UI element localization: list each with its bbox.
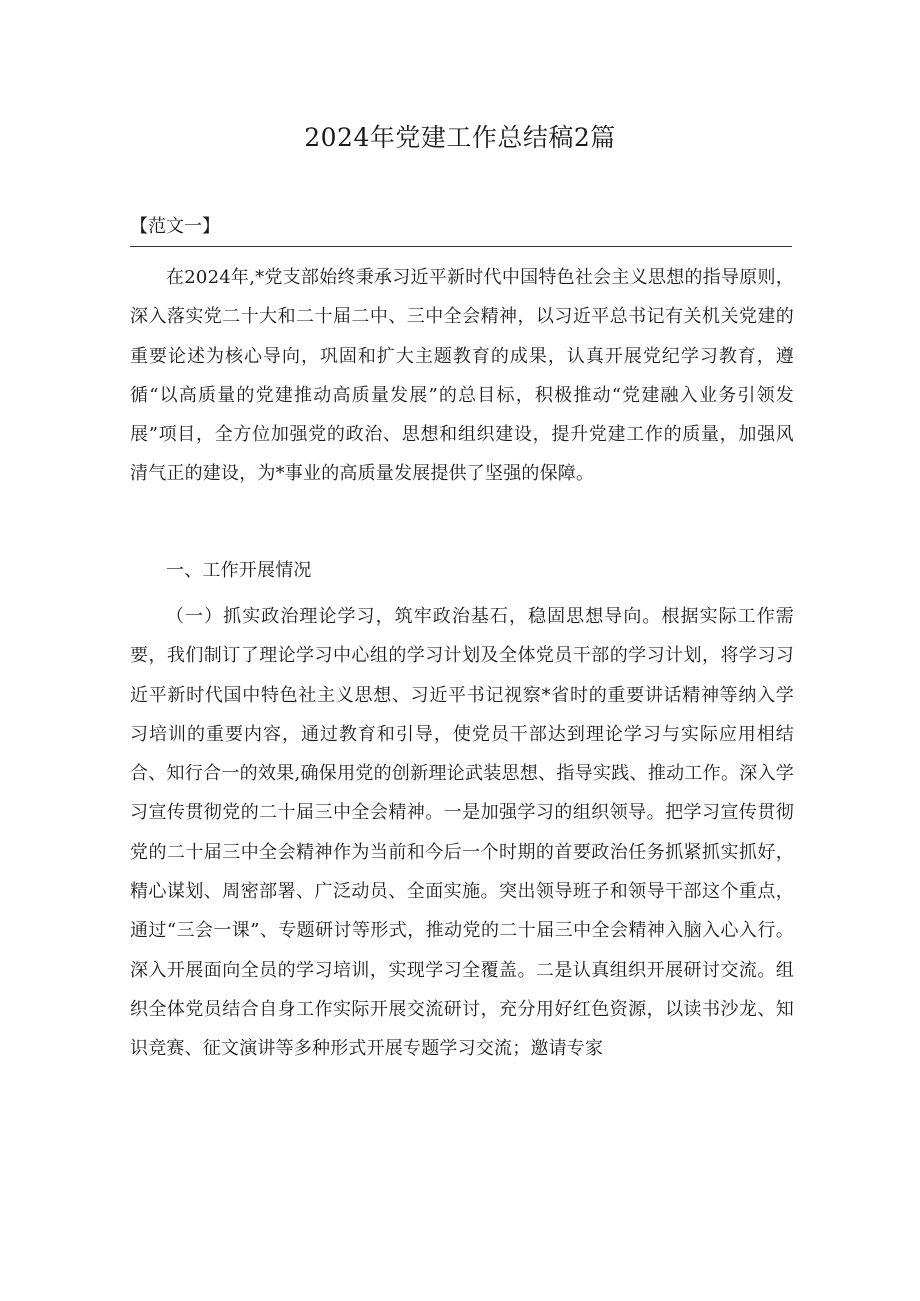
paragraph-text: （一）抓实政治理论学习，筑牢政治基石，稳固思想导向。根据实际工作需要，我们制订了理论学习中心组的学习计划及全体党员干部的学习计划，将学习习近平新时代国中特色社主义思想、习近平书记视察*省时的重要讲话精神等纳入学习培训的重要内容，通过教育和引导，使党员干部达到理论学习与实际应用相结合、知行合一的效果,确保用党的创新理论武装思想、指导实践、推动工作。深入学习宣传贯彻党的二十届三中全会精神。一是加强学习的组织领导。把学习宣传贯彻党的二十届三中全会精神作为当前和今后一个时期的首要政治任务抓紧抓实抓好，精心谋划、周密部署、广泛动员、全面实施。突出领导班子和领导干部这个重点，通过“三会一课”、专题研讨等形式，推动党的二十届三中全会精神入脑入心入行。深入开展面向全员的学习培训，实现学习全覆盖。二是认真组织开展研讨交流。组织全体党员结合自身工作实际开展交流研讨，充分用好红色资源，以读书沙龙、知识竞赛、征文演讲等多种形式开展专题学习交流；邀请专家 [130,606,794,1060]
paragraph-text: 在2024年,*党支部始终秉承习近平新时代中国特色社会主义思想的指导原则，深入落实党二十大和二十届二中、三中全会精神，以习近平总书记有关机关党建的重要论述为核心导向，巩固和扩大主题教育的成果，认真开展党纪学习教育，遵循“以高质量的党建推动高质量发展”的总目标，积极推动“党建融入业务引领发展”项目，全方位加强党的政治、思想和组织建设，提升党建工作的质量，加强风清气正的建设，为*事业的高质量发展提供了坚强的保障。 [130,267,794,485]
body-paragraph-intro [130,258,794,494]
section-heading [130,551,794,590]
document-title: 2024年党建工作总结稿2篇 [304,123,616,152]
body-paragraph-study [130,597,794,1069]
heading-text: 一、工作开展情况 [166,560,312,581]
section-divider [130,246,792,247]
section-label: 【范文一】 [130,216,220,237]
